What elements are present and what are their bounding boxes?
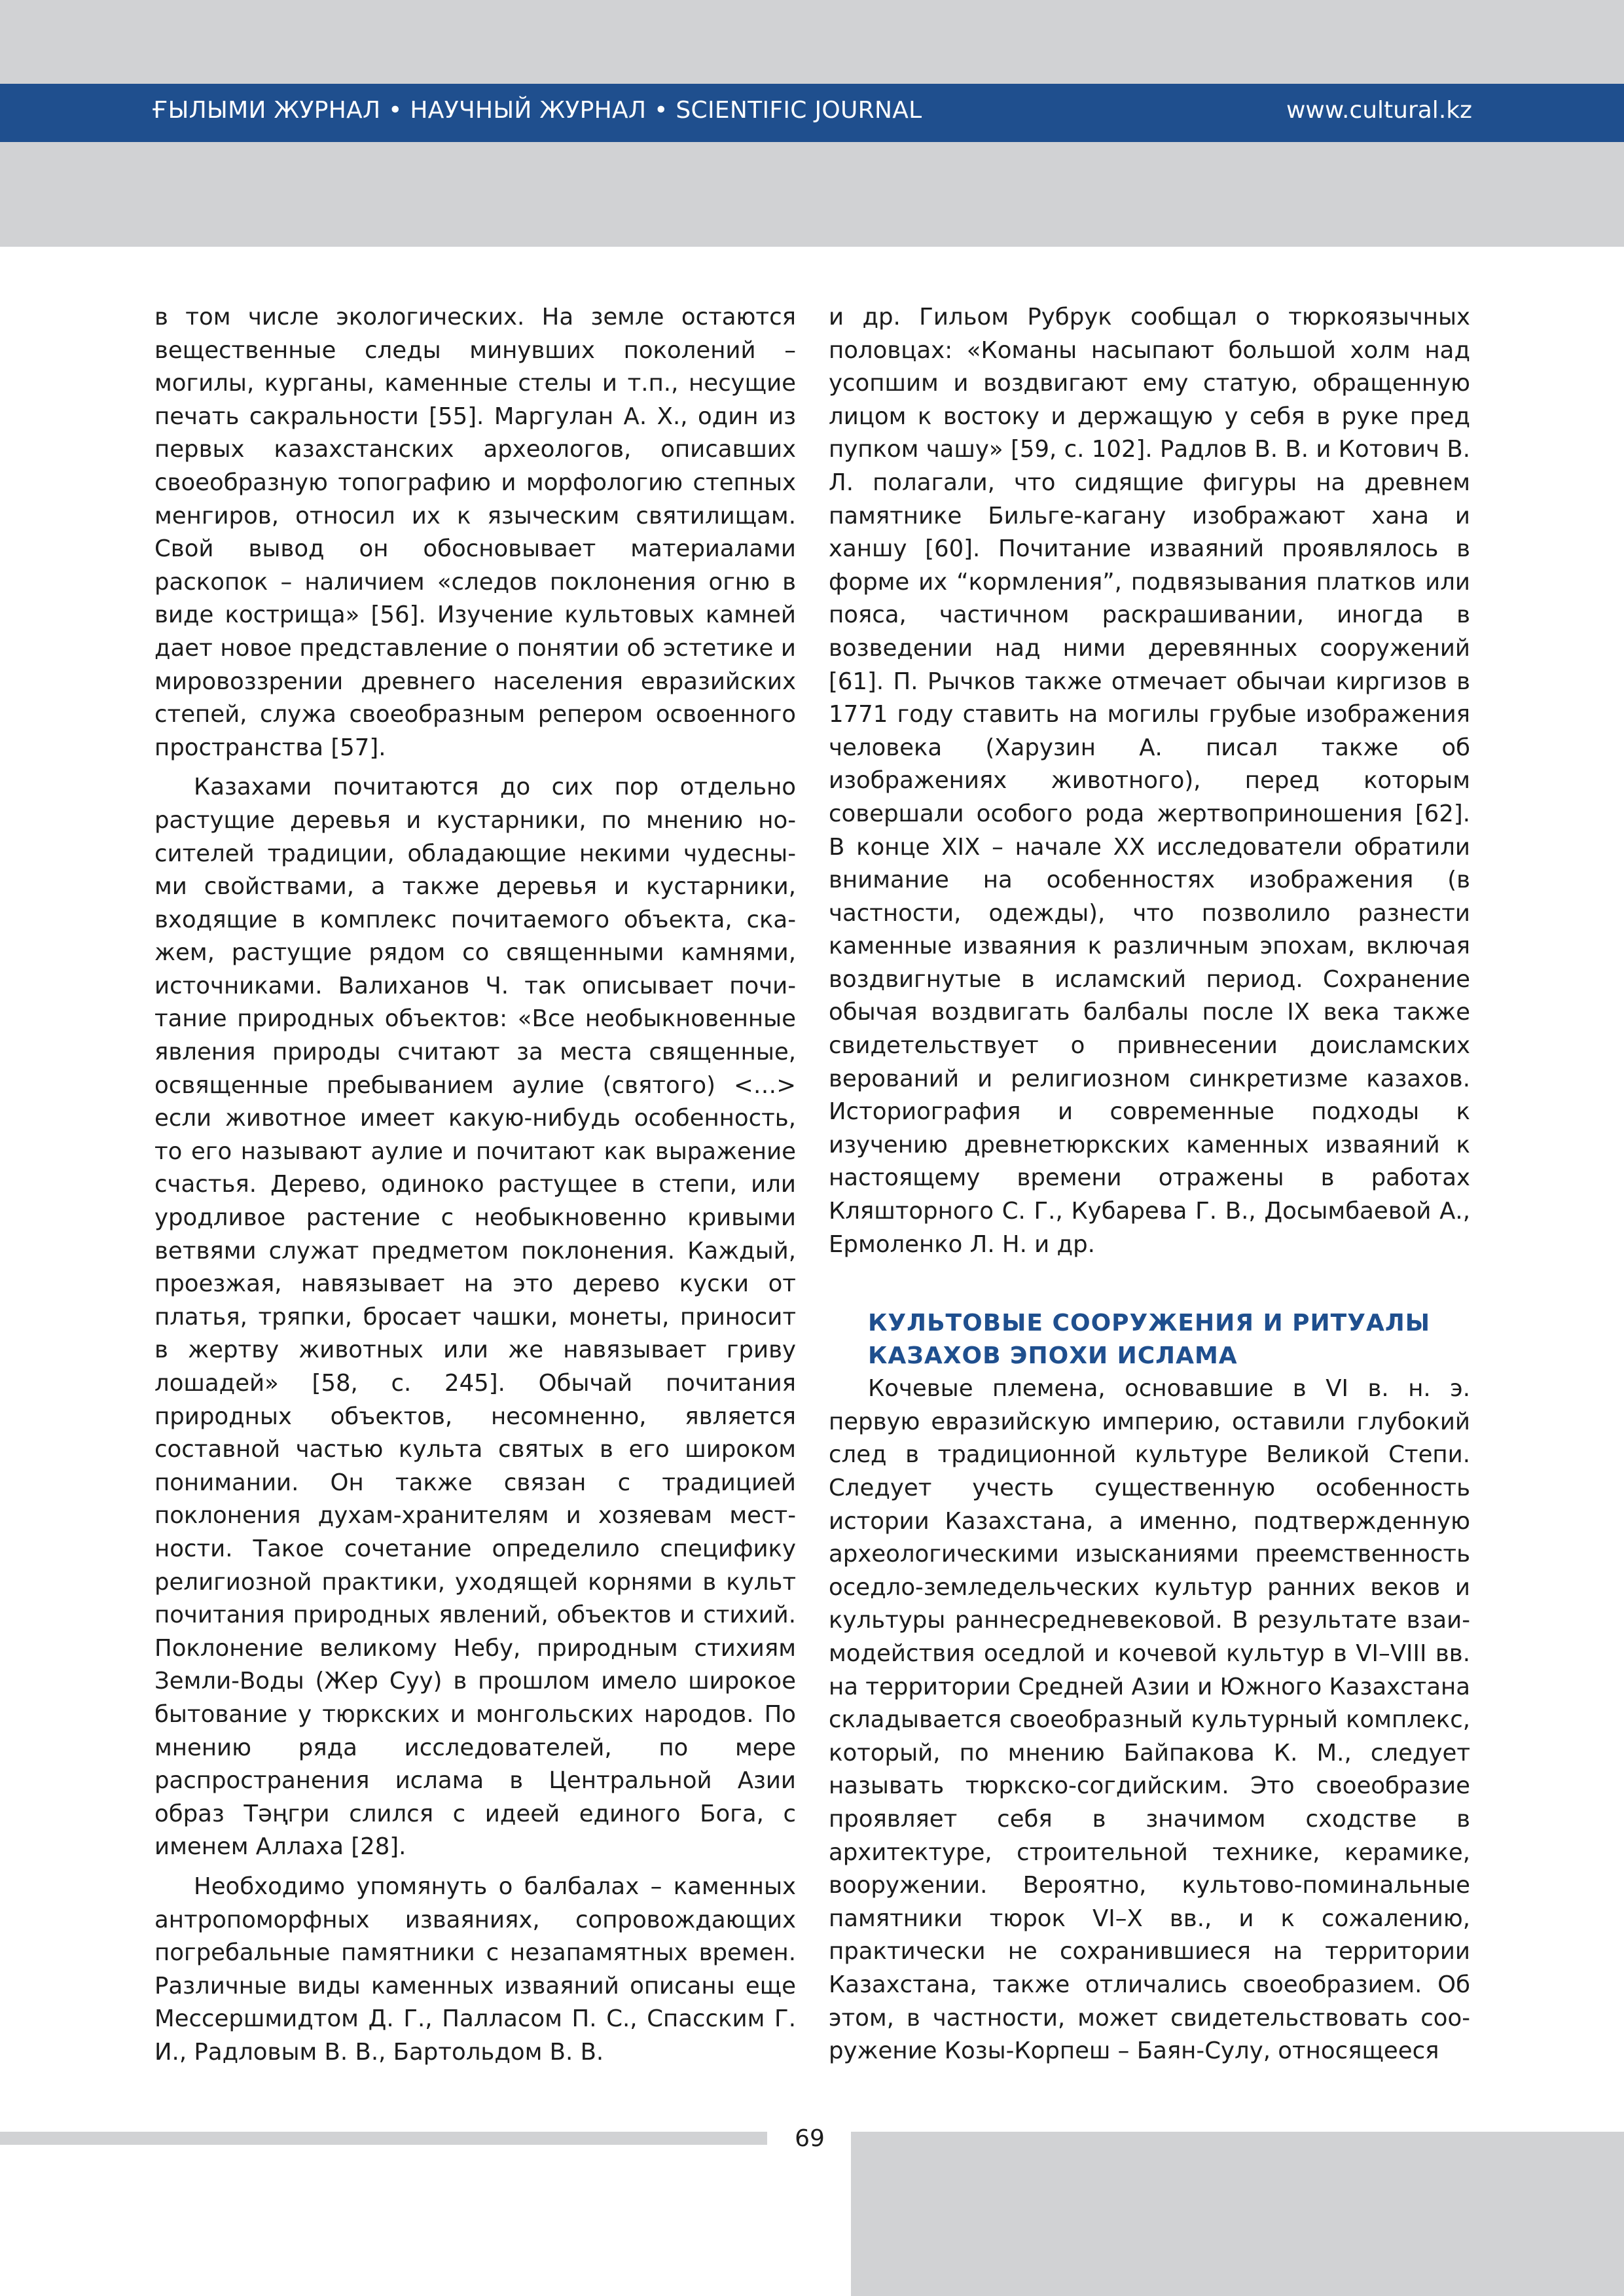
footer-bar (0, 2132, 767, 2145)
page-number: 69 (795, 2125, 825, 2152)
right-column (829, 301, 1470, 2068)
section-heading: КУЛЬТОВЫЕ СООРУЖЕНИЯ И РИТУАЛЫ КАЗАХОВ ЭПОХИ ИСЛАМА (868, 1310, 1431, 1370)
paragraph: в том числе экологических. На земле остаются вещественные следы минувших поколений – могилы, курганы, каменные стелы и т.п., несущие печать сакральности [55]. Маргулан А. Х., один из первых казахстанских археологов, описавших своеобразную топографию и морфологию степных менгиров, относил их к языческим святилищам. Свой вывод он обосновывает материалами раскопок – наличием «следов поклонения огню в виде кострища» [56]. Изучение культовых камней дает новое представление о понятии об эстетике и мировоззрении древнего населения евразийских степей, служа своеобразным репером освоенного пространства [57]. (154, 304, 796, 761)
footer-block (851, 2132, 1624, 2296)
paragraph: Казахами почитаются до сих пор отдельно растущие деревья и кустарники, по мнению носителей традиции, обладающие некими чудесными свойствами, а также деревья и кустарники, входящие в комплекс почитаемого объекта, скажем, растущие рядом со священными камнями, источниками. Валиханов Ч. так описывает почитание природных объектов: «Все необыкновенные явления природы считают за места священные, освященные пребыванием аулие (святого) <…> если животное имеет какую-нибудь особенность, то его называют аулие и почитают как выражение счастья. Дерево, одиноко растущее в степи, или уродливое растение с необыкновенно кривыми ветвями служат предметом поклонения. Каждый, проезжая, навязывает на это дерево куски от платья, тряпки, бросает чашки, монеты, приносит в жертву животных или же навязывает гриву лошадей» [58, с. 245]. Обычай почитания природных объектов, несомненно, является составной частью культа святых в его широком понимании. Он также связан с традицией поклонения духам-хранителям и хозяевам местности. Такое сочетание определило специфику религиозной практики, уходящей корнями в культ почитания природных явлений, объектов и стихий. Поклонение великому Небу, природным стихиям Земли-Воды (Жер Суу) в прошлом имело широкое бытование у тюркских и монгольских народов. По мнению ряда исследователей, по мере распространения ислама в Центральной Азии образ Тәңгри слился с идеей единого Бога, с именем Аллаха [28]. (154, 774, 796, 1861)
paragraph: Необходимо упомянуть о балбалах – каменных антропоморфных изваяниях, сопровождающих погребальные памятники с незапамятных времен. Различные виды каменных изваяний описаны еще Мессершмидтом Д. Г., Палласом П. С., Спасским Г. И., Радловым В. В., Бартольдом В. В. (154, 1873, 796, 2066)
website-link[interactable]: www.cultural.kz (1286, 97, 1472, 124)
paragraph: и др. Гильом Рубрук сообщал о тюркоязычных половцах: «Команы насыпают большой холм над усопшим и воздвигают ему статую, обращенную лицом к востоку и держащую у себя в руке пред пупком чашу» [59, с. 102]. Радлов В. В. и Котович В. Л. полагали, что сидящие фигуры на древнем памятнике Бильге-кагану изображают хана и ханшу [60]. Почитание изваяний проявлялось в форме их “кормления”, подвязывания платков или пояса, частичном раскрашивании, иногда в возведении над ними деревянных сооружений [61]. П. Рычков также отмечает обычаи киргизов в 1771 году ставить на могилы грубые изображения человека (Харузин А. писал также об изображениях животного), перед которым совершали особого рода жертвоприношения [62]. В конце XIX – начале XX исследователи обратили внимание на особенностях изображения (в частности, одежды), что позволило разнести каменные изваяния к различным эпохам, включая воздвигнутые в исламский период. Сохранение обычая воздвигать балбалы после IX века также свидетельствует о привнесении доисламских верований и религиозном синкретизме казахов. Историография и современные подходы к изучению древнетюркских каменных изваяний к настоящему времени отражены в работах Кляшторного С. Г., Кубарева Г. В., Досымбаевой А., Ермоленко Л. Н. и др. (829, 304, 1470, 1258)
left-column (154, 301, 796, 2069)
journal-title: ҒЫЛЫМИ ЖУРНАЛ • НАУЧНЫЙ ЖУРНАЛ • SCIENTIFIC JOURNAL (152, 97, 922, 124)
paragraph: Кочевые племена, основавшие в VI в. н. э. первую евразийскую империю, оставили глубокий след в традиционной культуре Великой Степи. Следует учесть существенную особенность истории Казахстана, а именно, подтвержденную археологическими изысканиями преемственность оседло-земледельческих культур ранних веков и культуры раннесредневековой. В результате взаимодействия оседлой и кочевой культур в VI–VIII вв. на территории Средней Азии и Южного Казахстана складывается своеобразный культурный комплекс, который, по мнению Байпакова К. М., следует называть тюркско-согдийским. Это своеобразие проявляет себя в значимом сходстве в архитектуре, строительной технике, керамике, вооружении. Вероятно, культово-поминальные памятники тюрок VI–X вв., и к сожалению, практически не сохранившиеся на территории Казахстана, также отличались своеобразием. Об этом, в частности, может свидетельствовать сооружение Козы-Корпеш – Баян-Сулу, относящееся (829, 1375, 1470, 2065)
